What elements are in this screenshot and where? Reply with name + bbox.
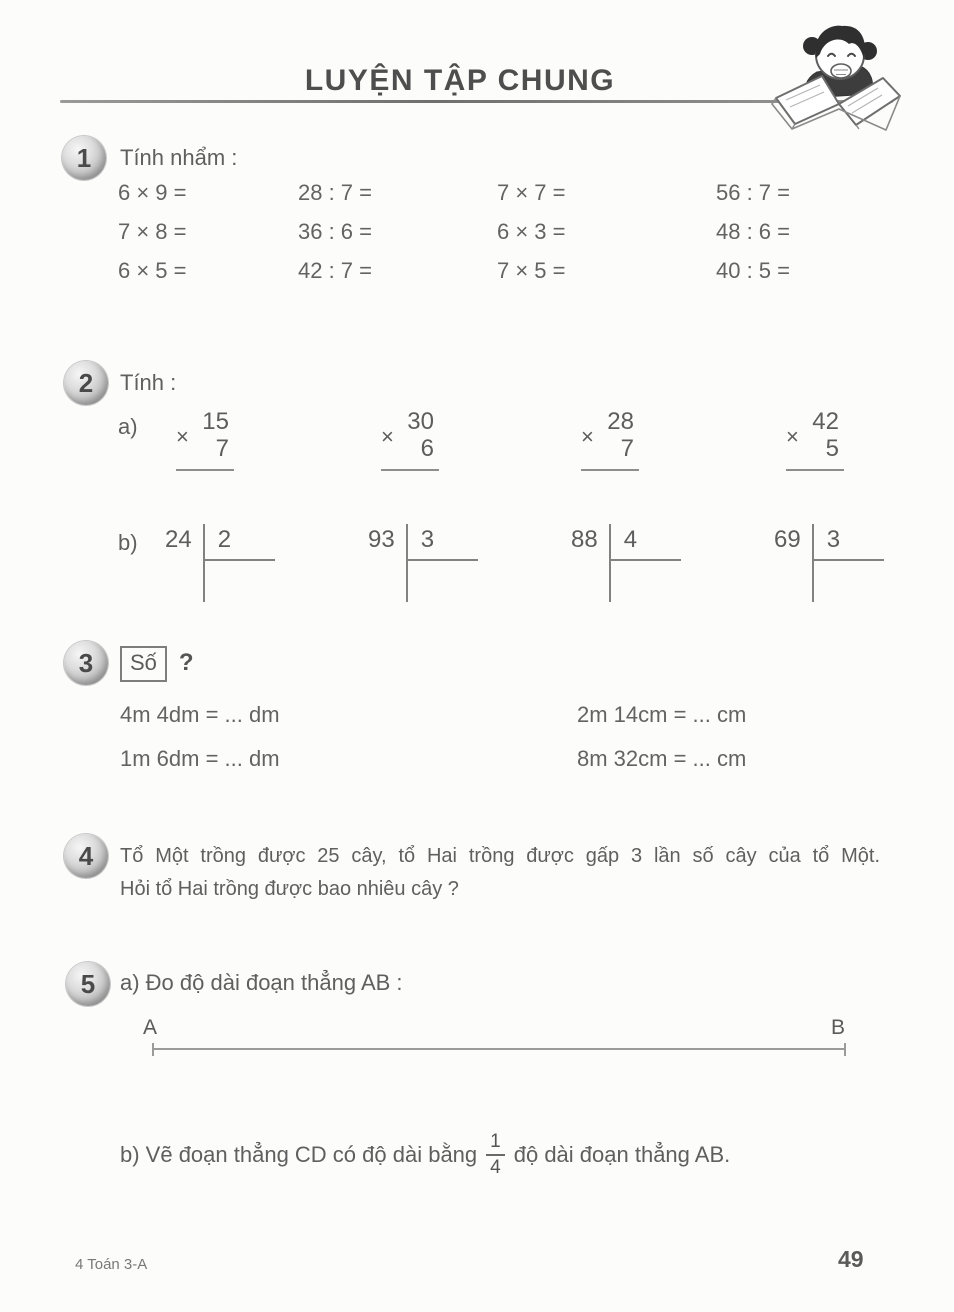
unit-conversion-item: 4m 4dm = ... dm — [120, 702, 280, 727]
vertical-multiplication: 42 × 5 — [786, 408, 844, 471]
exercise-1-label: Tính nhẩm : — [120, 145, 238, 170]
exercise-5-badge: 5 — [66, 962, 110, 1006]
multiply-sign: × — [381, 424, 394, 449]
segment-ab-line — [152, 1048, 846, 1050]
exercise-5a-label: a) Đo độ dài đoạn thẳng AB : — [120, 970, 403, 995]
math-problem-cell: 42 : 7 = — [298, 258, 373, 283]
vertical-multiplication: 15 × 7 — [176, 408, 234, 471]
vertical-multiplication: 28 × 7 — [581, 408, 639, 471]
sum-rule — [176, 469, 234, 471]
exercise-1-badge: 1 — [62, 136, 106, 180]
division-bracket: 2 — [203, 524, 275, 602]
exercise-4-badge: 4 — [64, 834, 108, 878]
math-problem-cell: 48 : 6 = — [716, 219, 791, 244]
part-b-label: b) — [118, 530, 138, 555]
sum-rule — [381, 469, 439, 471]
point-label-b: B — [831, 1016, 846, 1039]
unit-conversion-item: 2m 14cm = ... cm — [577, 702, 747, 727]
division-bracket: 3 — [406, 524, 478, 602]
reading-child-illustration — [762, 18, 912, 143]
question-mark: ? — [178, 649, 194, 676]
page-number: 49 — [838, 1246, 864, 1272]
multiply-sign: × — [176, 424, 189, 449]
word-problem-text — [120, 840, 880, 906]
vertical-multiplication: 30 × 6 — [381, 408, 439, 471]
exercise-5b-suffix: độ dài đoạn thẳng AB. — [513, 1141, 731, 1167]
multiply-sign: × — [786, 424, 799, 449]
mental-math-grid — [118, 180, 898, 297]
exercise-3-badge: 3 — [64, 641, 108, 685]
math-problem-cell: 6 × 9 = — [118, 180, 187, 205]
exercise-2-badge: 2 — [64, 361, 108, 405]
math-problem-cell: 7 × 7 = — [497, 180, 566, 205]
math-problem-cell: 7 × 5 = — [497, 258, 566, 283]
boxed-so-label: Số — [120, 646, 167, 682]
long-division: 24 2 — [165, 524, 275, 602]
page-title: LUYỆN TẬP CHUNG — [304, 64, 616, 97]
unit-conversion-item: 8m 32cm = ... cm — [577, 746, 747, 771]
math-problem-cell: 40 : 5 = — [716, 258, 791, 283]
math-problem-cell: 6 × 3 = — [497, 219, 566, 244]
long-division: 93 3 — [368, 524, 478, 602]
exercise-5b-prefix: b) Vẽ đoạn thẳng CD có độ dài bằng — [120, 1141, 478, 1167]
sum-rule — [786, 469, 844, 471]
footer-imprint: 4 Toán 3-A — [75, 1256, 148, 1273]
division-bracket: 4 — [609, 524, 681, 602]
sum-rule — [581, 469, 639, 471]
unit-conversion-item: 1m 6dm = ... dm — [120, 746, 280, 771]
multiply-sign: × — [581, 424, 594, 449]
math-problem-cell: 6 × 5 = — [118, 258, 187, 283]
exercise-3-label — [120, 646, 194, 682]
division-bracket: 3 — [812, 524, 884, 602]
exercise-2-label: Tính : — [120, 370, 177, 395]
word-problem-line-1: Tổ Một trồng được 25 cây, tổ Hai trồng được gấp 3 lần số cây của tổ Một. — [120, 845, 880, 867]
math-problem-cell: 56 : 7 = — [716, 180, 791, 205]
exercise-5b-text — [120, 1132, 730, 1178]
word-problem-line-2: Hỏi tổ Hai trồng được bao nhiêu cây ? — [120, 878, 459, 900]
math-problem-cell: 28 : 7 = — [298, 180, 373, 205]
fraction-one-fourth — [486, 1132, 505, 1178]
long-division: 69 3 — [774, 524, 884, 602]
point-label-a: A — [143, 1016, 158, 1039]
part-a-label: a) — [118, 414, 138, 439]
long-division: 88 4 — [571, 524, 681, 602]
fraction-numerator: 1 — [486, 1132, 505, 1156]
fraction-denominator: 4 — [490, 1156, 501, 1178]
math-problem-cell: 36 : 6 = — [298, 219, 373, 244]
math-problem-cell: 7 × 8 = — [118, 219, 187, 244]
